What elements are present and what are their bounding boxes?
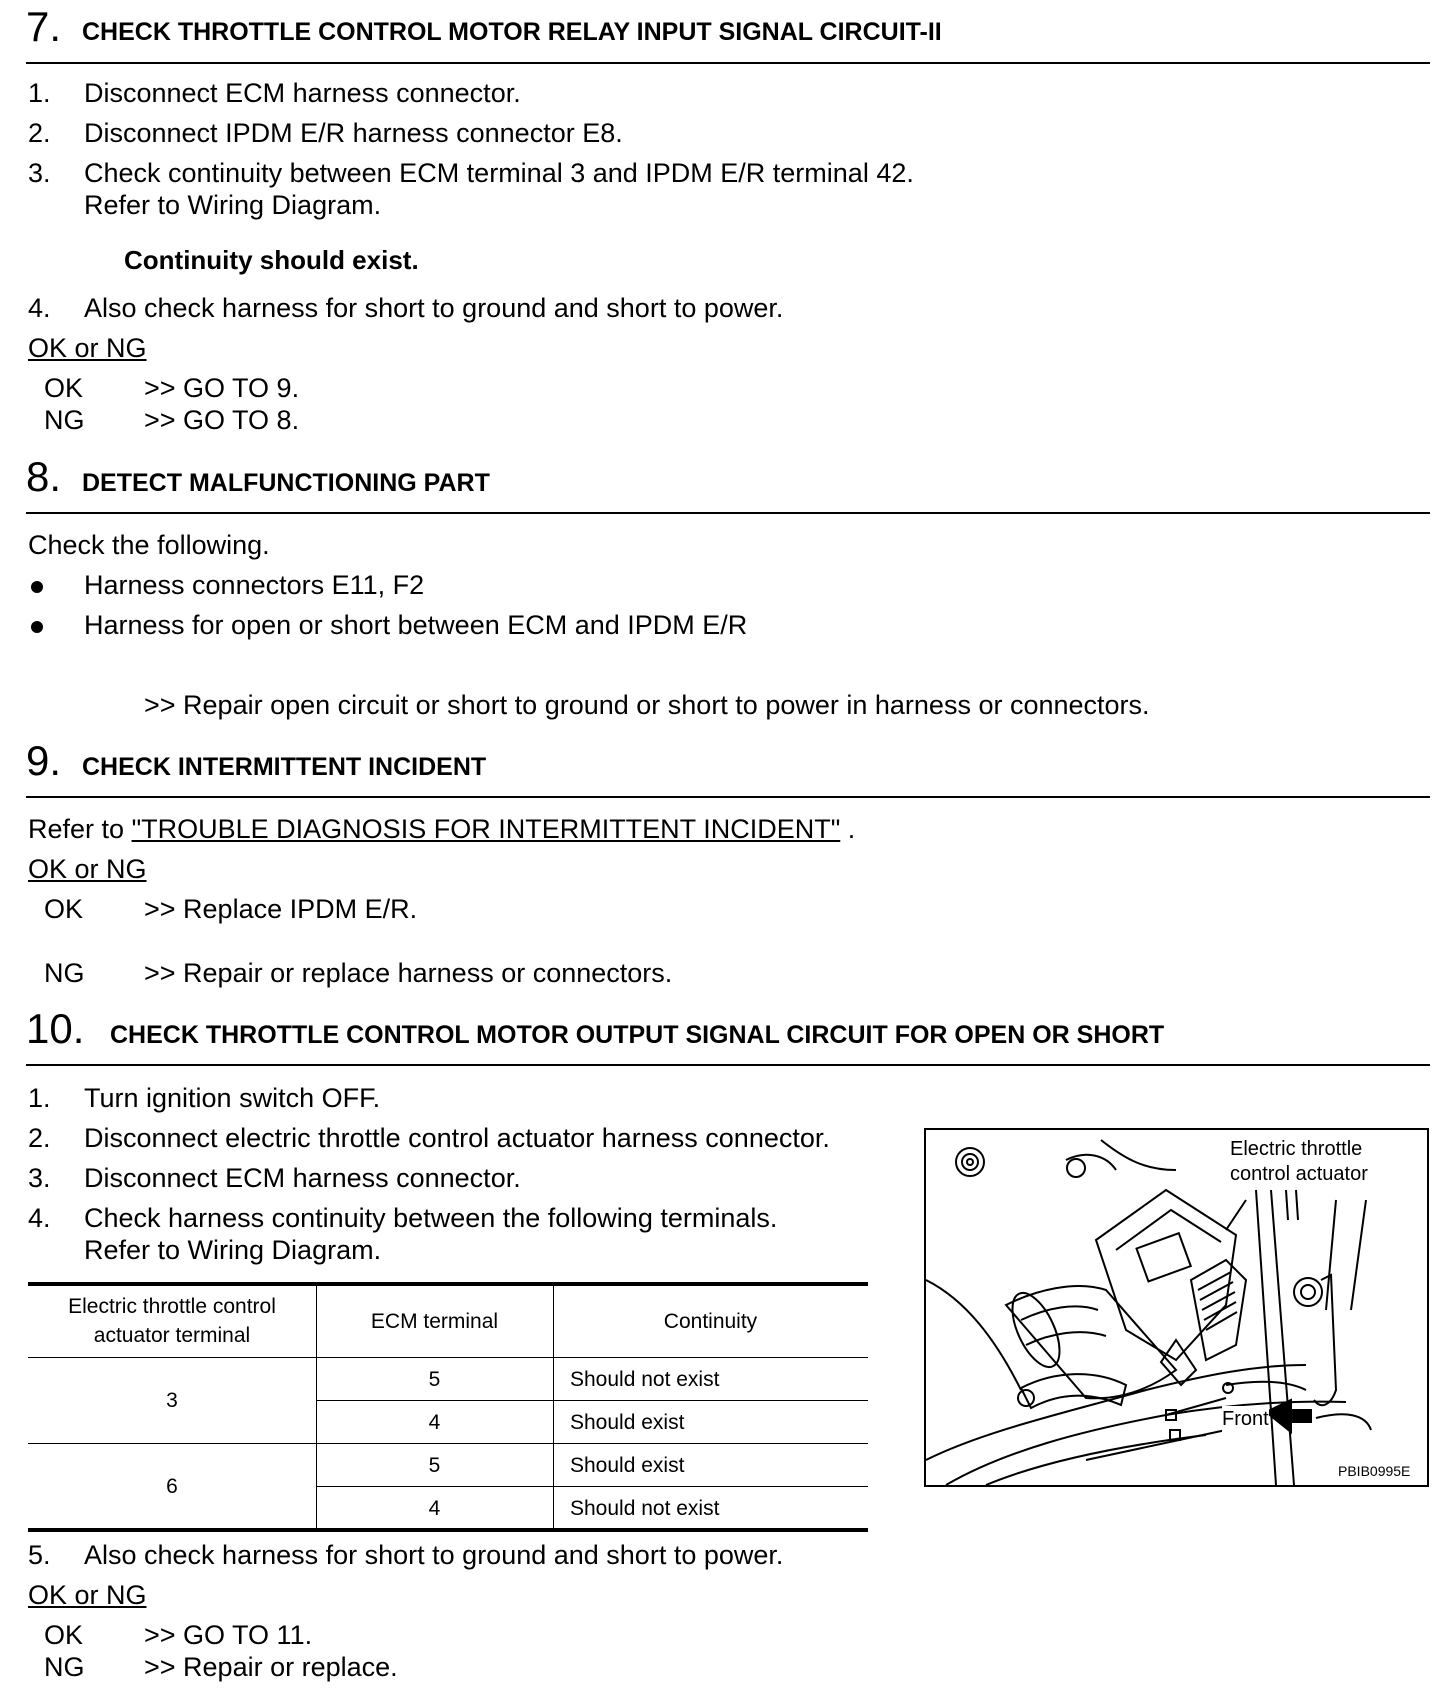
figure-code: PBIB0995E: [1338, 1463, 1411, 1479]
step-10-ng-key: NG: [44, 1652, 85, 1682]
step-7-item-3-text2: Refer to Wiring Diagram.: [84, 190, 382, 220]
step-8-rule: [26, 512, 1430, 514]
throttle-actuator-figure: [924, 1128, 1429, 1487]
step-8-intro: Check the following.: [28, 530, 270, 560]
step-7-item-1-text: Disconnect ECM harness connector.: [84, 78, 521, 108]
step-7-item-3-number: 3.: [28, 158, 51, 188]
table-header-continuity: Continuity: [663, 1310, 758, 1333]
step-7-ng-result: >> GO TO 8.: [144, 405, 300, 435]
step-10-item-3-number: 3.: [28, 1163, 51, 1193]
table-row-divider: [28, 1443, 868, 1444]
step-10-item-2-number: 2.: [28, 1123, 51, 1153]
step-10-ok-result: >> GO TO 11.: [144, 1620, 313, 1650]
step-7-item-1-number: 1.: [28, 78, 51, 108]
step-7-spec: Continuity should exist.: [124, 245, 419, 275]
step-9-ng-result: >> Repair or replace harness or connectors.: [144, 958, 673, 988]
step-10-item-3-text: Disconnect ECM harness connector.: [84, 1163, 521, 1193]
table-cell-continuity: Should exist: [570, 1411, 685, 1434]
step-9-refer-prefix: Refer to: [28, 814, 125, 844]
figure-label-line-1: Electric throttle: [1230, 1138, 1363, 1160]
step-7-title: CHECK THROTTLE CONTROL MOTOR RELAY INPUT SIGNAL CIRCUIT-II: [82, 18, 942, 46]
table-cell-continuity: Should not exist: [570, 1497, 720, 1520]
step-10-ng-result: >> Repair or replace.: [144, 1652, 398, 1682]
step-8-number: 8.: [26, 453, 62, 500]
table-cell-ecm: 5: [428, 1454, 441, 1477]
table-cell-actuator: 6: [166, 1475, 178, 1498]
step-7-number: 7.: [26, 3, 62, 50]
step-9-ok-result: >> Replace IPDM E/R.: [144, 894, 418, 924]
table-cell-ecm: 4: [428, 1497, 441, 1520]
step-10-ok-ng-label: OK or NG: [28, 1580, 147, 1610]
step-9-title: CHECK INTERMITTENT INCIDENT: [82, 753, 487, 781]
bullet-icon: [31, 621, 43, 633]
table-cell-actuator: 3: [166, 1389, 178, 1412]
step-10-title: CHECK THROTTLE CONTROL MOTOR OUTPUT SIGNAL CIRCUIT FOR OPEN OR SHORT: [110, 1021, 1165, 1049]
step-10-item-5-text: Also check harness for short to ground and short to power.: [84, 1540, 784, 1570]
step-9-ok-key: OK: [44, 894, 84, 924]
table-row-divider: [316, 1486, 868, 1487]
step-10-item-1-text: Turn ignition switch OFF.: [84, 1083, 381, 1113]
step-7-item-2-number: 2.: [28, 118, 51, 148]
step-10-item-1-number: 1.: [28, 1083, 51, 1113]
table-header-actuator-1: Electric throttle control: [68, 1295, 276, 1318]
step-10-item-4-number: 4.: [28, 1203, 51, 1233]
step-8-bullet-1: Harness connectors E11, F2: [84, 570, 425, 600]
table-cell-continuity: Should not exist: [570, 1368, 720, 1391]
table-cell-continuity: Should exist: [570, 1454, 685, 1477]
figure-front-label: Front: [1222, 1408, 1269, 1430]
step-9-ng-key: NG: [44, 958, 85, 988]
table-header-divider: [28, 1357, 868, 1358]
table-top-rule: [28, 1282, 868, 1286]
trouble-diagnosis-link[interactable]: "TROUBLE DIAGNOSIS FOR INTERMITTENT INCIDENT": [131, 814, 841, 844]
step-9-number: 9.: [26, 737, 62, 784]
step-7-item-4-text: Also check harness for short to ground and short to power.: [84, 293, 784, 323]
step-7-ng-key: NG: [44, 405, 85, 435]
step-10-number: 10.: [26, 1005, 85, 1052]
step-10-rule: [26, 1064, 1430, 1066]
table-header-actuator-2: actuator terminal: [93, 1324, 251, 1347]
step-7-item-4-number: 4.: [28, 293, 51, 323]
step-7-item-3-text: Check continuity between ECM terminal 3 and IPDM E/R terminal 42.: [84, 158, 914, 188]
step-10-item-5-number: 5.: [28, 1540, 51, 1570]
table-cell-ecm: 4: [428, 1411, 441, 1434]
step-7-ok-ng-label: OK or NG: [28, 333, 147, 363]
step-10-item-4-text2: Refer to Wiring Diagram.: [84, 1235, 382, 1265]
table-row-divider: [316, 1400, 868, 1401]
step-10-ok-key: OK: [44, 1620, 84, 1650]
step-10-item-2-text: Disconnect electric throttle control actuator harness connector.: [84, 1123, 830, 1153]
table-bottom-rule: [28, 1528, 868, 1532]
bullet-icon: [31, 581, 43, 593]
step-7-item-2-text: Disconnect IPDM E/R harness connector E8.: [84, 118, 623, 148]
step-9-refer-line: [28, 813, 855, 845]
step-8-action: >> Repair open circuit or short to ground or short to power in harness or connectors.: [144, 690, 1150, 720]
step-8-title: DETECT MALFUNCTIONING PART: [82, 469, 490, 497]
step-7-ok-result: >> GO TO 9.: [144, 373, 300, 403]
step-7-ok-key: OK: [44, 373, 84, 403]
table-cell-ecm: 5: [428, 1368, 441, 1391]
step-9-ok-ng-label: OK or NG: [28, 854, 147, 884]
table-header-ecm: ECM terminal: [370, 1310, 499, 1333]
step-9-refer-suffix: .: [847, 814, 856, 844]
step-7-rule: [26, 62, 1430, 64]
step-10-item-4-text: Check harness continuity between the following terminals.: [84, 1203, 778, 1233]
figure-label-line-2: control actuator: [1230, 1163, 1368, 1185]
step-8-bullet-2: Harness for open or short between ECM and IPDM E/R: [84, 610, 748, 640]
step-9-rule: [26, 796, 1430, 798]
